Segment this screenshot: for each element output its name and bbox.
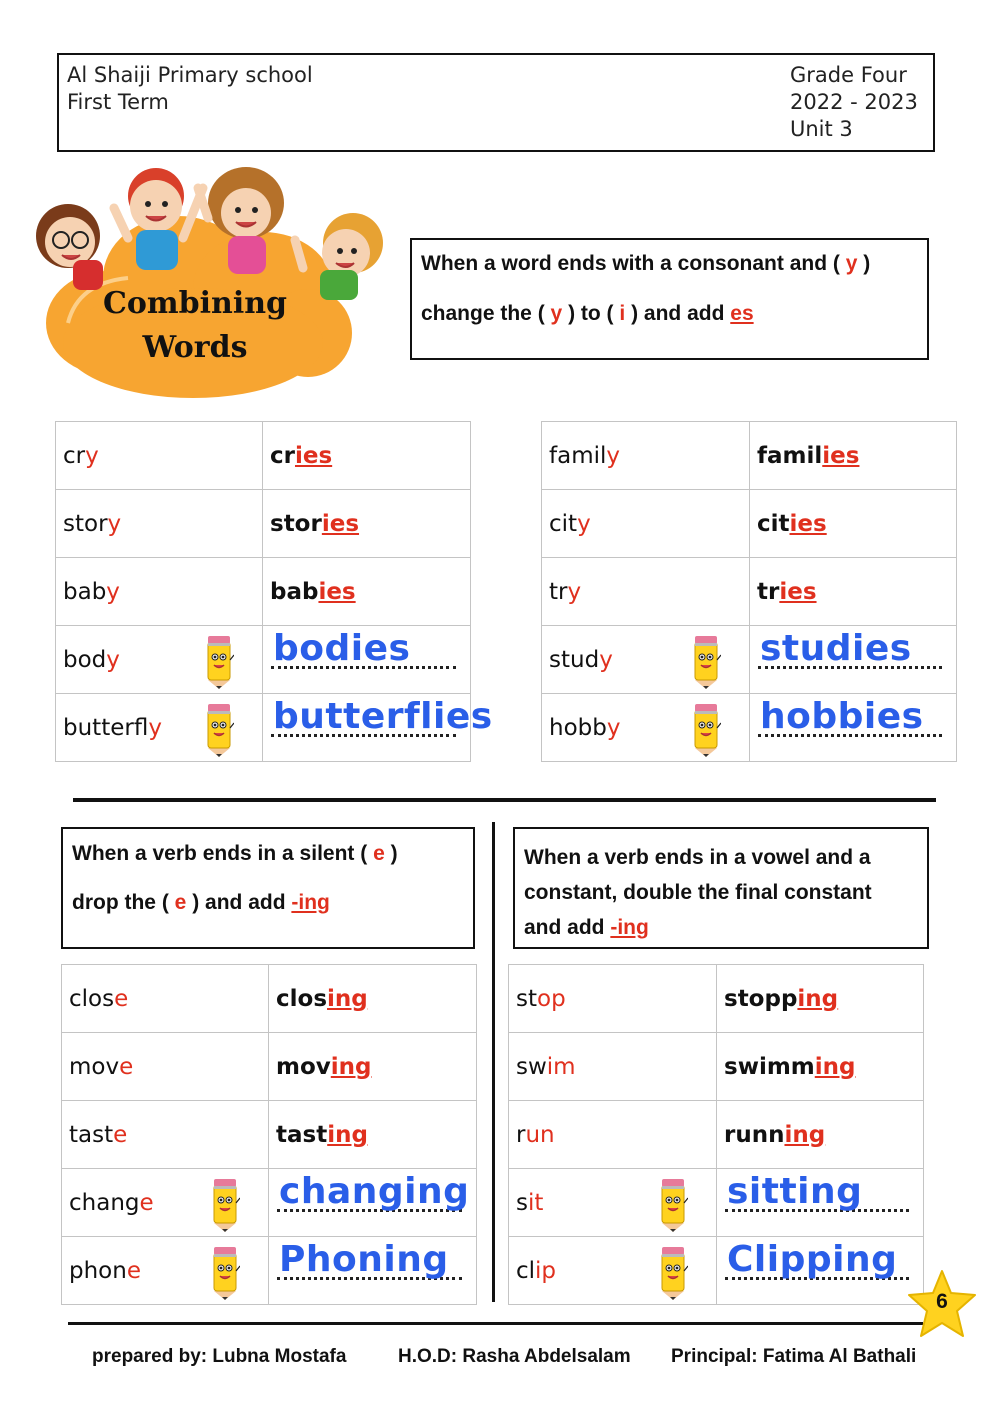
base-word-cell (542, 694, 750, 762)
base-word-cell (62, 1033, 269, 1101)
word-stem: cr (63, 442, 86, 469)
rule-double-box (513, 827, 929, 949)
answer-blank-cell[interactable] (263, 626, 471, 694)
answer-word-cell (263, 422, 471, 490)
table-silent-e (61, 964, 477, 1305)
pencil-icon (210, 1243, 240, 1301)
unit-label: Unit 3 (790, 117, 853, 141)
pencil-icon (210, 1175, 240, 1233)
rule-letter: y (845, 252, 858, 275)
handwritten-answer: changing (279, 1171, 470, 1212)
handwritten-answer: bodies (273, 628, 411, 669)
word-ending: y (567, 578, 582, 605)
word-ending: e (119, 1053, 134, 1080)
rule-text: and add (524, 916, 605, 939)
answer-word-cell (269, 965, 477, 1033)
table-row (509, 1101, 924, 1169)
word-stem: mov (69, 1053, 120, 1080)
table-row (509, 1169, 924, 1237)
rule-text: ) (863, 252, 871, 275)
handwritten-answer: butterflies (273, 696, 493, 737)
footer-divider (68, 1322, 923, 1325)
word-ending: y (606, 442, 621, 469)
pencil-icon (658, 1175, 688, 1233)
rule-y-box (410, 238, 929, 360)
answer-suffix: ies (318, 578, 356, 605)
pencil-icon (204, 632, 234, 690)
table-row (62, 1033, 477, 1101)
answer-suffix: ing (784, 1121, 826, 1148)
base-word-cell (542, 490, 750, 558)
rule-double-line1: When a verb ends in a vowel and a (524, 846, 871, 869)
rule-suffix: es (730, 302, 754, 325)
handwritten-answer: Clipping (727, 1239, 898, 1280)
answer-suffix: ies (779, 578, 817, 605)
word-ending: y (148, 714, 162, 741)
answer-word-cell (269, 1033, 477, 1101)
rule-text: change the ( (421, 302, 545, 325)
word-stem: hobb (549, 714, 607, 741)
table-row (542, 558, 957, 626)
answer-word-cell (750, 422, 957, 490)
word-stem: tast (69, 1121, 114, 1148)
base-word-cell (62, 1237, 269, 1305)
rule-text: ) to ( (568, 302, 614, 325)
table-row (509, 1033, 924, 1101)
answer-suffix: ies (321, 510, 360, 537)
table-row (56, 626, 471, 694)
rule-text: When a verb ends in a silent ( (72, 842, 368, 865)
answer-word-cell (750, 558, 957, 626)
base-word-cell (509, 965, 717, 1033)
answer-stem: mov (276, 1053, 331, 1080)
answer-suffix: ing (330, 1053, 372, 1080)
handwritten-answer: studies (760, 628, 912, 669)
pencil-icon (204, 632, 234, 690)
table-row (56, 558, 471, 626)
school-name: Al Shaiji Primary school (67, 63, 313, 87)
base-word-cell (542, 626, 750, 694)
table-row (62, 965, 477, 1033)
rule-letter: i (619, 302, 626, 325)
word-ending: un (525, 1121, 555, 1148)
base-word-cell (56, 422, 263, 490)
word-stem: cit (549, 510, 578, 537)
word-stem: bab (63, 578, 107, 605)
pencil-icon (210, 1175, 240, 1233)
answer-word-cell (717, 965, 924, 1033)
pencil-icon (658, 1243, 688, 1301)
answer-stem: clos (276, 985, 328, 1012)
rule-letter: e (174, 891, 187, 914)
answer-stem: cit (757, 510, 790, 537)
table-y-left (55, 421, 493, 762)
rule-text: drop the ( (72, 891, 169, 914)
rule-y-line2 (421, 300, 918, 328)
banner-line-1: Combining (103, 286, 287, 321)
base-word-cell (62, 1101, 269, 1169)
base-word-cell (56, 558, 263, 626)
answer-stem: cr (270, 442, 295, 469)
table-row (56, 490, 471, 558)
answer-word-cell (269, 1101, 477, 1169)
rule-y-line1 (421, 250, 918, 278)
footer-principal: Principal: Fatima Al Bathali (671, 1346, 917, 1367)
word-stem: tr (549, 578, 568, 605)
table-double-consonant (508, 964, 924, 1305)
table-row (62, 1169, 477, 1237)
word-ending: im (546, 1053, 576, 1080)
base-word-cell (56, 626, 263, 694)
rule-text: ) and add (631, 302, 725, 325)
pencil-icon (658, 1175, 688, 1233)
answer-stem: tast (276, 1121, 328, 1148)
word-stem: chang (69, 1189, 140, 1216)
word-ending: op (537, 985, 566, 1012)
word-stem: sw (516, 1053, 547, 1080)
word-ending: e (126, 1257, 141, 1284)
base-word-cell (542, 422, 750, 490)
pencil-icon (691, 632, 721, 690)
word-ending: e (113, 1121, 128, 1148)
answer-blank-cell[interactable] (263, 694, 493, 762)
rule-letter: y (550, 302, 563, 325)
table-y-right (541, 421, 957, 762)
answer-blank-cell[interactable] (269, 1169, 477, 1237)
grade-label: Grade Four (790, 63, 907, 87)
word-stem: stud (549, 646, 600, 673)
term-label: First Term (67, 90, 169, 114)
handwritten-answer: hobbies (760, 696, 924, 737)
table-row (542, 490, 957, 558)
table-row (509, 1237, 924, 1305)
word-ending: ip (535, 1257, 557, 1284)
rule-e-line2 (72, 889, 464, 916)
answer-suffix: ies (822, 442, 860, 469)
answer-suffix: ies (294, 442, 333, 469)
answer-word-cell (750, 490, 957, 558)
base-word-cell (509, 1101, 717, 1169)
table-row (509, 965, 924, 1033)
base-word-cell (509, 1033, 717, 1101)
word-ending: y (106, 646, 120, 673)
answer-blank-cell[interactable] (750, 694, 957, 762)
answer-word-cell (263, 490, 471, 558)
rule-text: ) (390, 842, 398, 865)
answer-suffix: ing (327, 985, 368, 1012)
answer-word-cell (717, 1033, 924, 1101)
answer-blank-cell[interactable] (269, 1237, 477, 1305)
table-row (542, 694, 957, 762)
pencil-icon (691, 632, 721, 690)
base-word-cell (62, 1169, 269, 1237)
answer-suffix: ing (814, 1053, 856, 1080)
word-stem: phon (69, 1257, 127, 1284)
word-ending: y (577, 510, 591, 537)
base-word-cell (56, 490, 263, 558)
word-ending: it (527, 1189, 544, 1216)
answer-suffix: ies (789, 510, 827, 537)
banner-title (80, 282, 310, 370)
word-ending: y (606, 714, 621, 741)
handwritten-answer: sitting (727, 1171, 863, 1212)
word-stem: st (516, 985, 538, 1012)
answer-stem: stor (270, 510, 322, 537)
answer-stem: bab (270, 578, 319, 605)
rule-e-line1 (72, 840, 464, 867)
pencil-icon (691, 700, 721, 758)
answer-blank-cell[interactable] (717, 1237, 924, 1305)
rule-double-line3 (524, 910, 918, 945)
word-ending: e (139, 1189, 154, 1216)
pencil-icon (210, 1243, 240, 1301)
year-label: 2022 - 2023 (790, 90, 918, 114)
word-stem: r (516, 1121, 526, 1148)
footer-hod: H.O.D: Rasha Abdelsalam (398, 1346, 631, 1367)
rule-e-box (61, 827, 475, 949)
word-ending: y (85, 442, 99, 469)
handwritten-answer: Phoning (279, 1239, 449, 1280)
word-stem: bod (63, 646, 107, 673)
word-stem: stor (63, 510, 108, 537)
word-stem: famil (549, 442, 607, 469)
answer-blank-cell[interactable] (750, 626, 957, 694)
rule-text: When a word ends with a consonant and ( (421, 252, 840, 275)
rule-double-line2: constant, double the final constant (524, 881, 872, 904)
answer-blank-cell[interactable] (717, 1169, 924, 1237)
answer-suffix: ing (797, 985, 839, 1012)
word-ending: y (107, 510, 122, 537)
answer-word-cell (717, 1101, 924, 1169)
base-word-cell (509, 1169, 717, 1237)
word-stem: s (516, 1189, 528, 1216)
table-row (542, 422, 957, 490)
answer-stem: runn (724, 1121, 785, 1148)
table-row (56, 694, 471, 762)
base-word-cell (56, 694, 263, 762)
word-ending: y (106, 578, 120, 605)
banner-line-2: Words (142, 330, 248, 365)
word-stem: cl (516, 1257, 536, 1284)
column-divider (492, 822, 495, 1302)
pencil-icon (658, 1243, 688, 1301)
page-number: 6 (936, 1290, 948, 1313)
answer-stem: tr (757, 578, 780, 605)
answer-stem: famil (757, 442, 823, 469)
base-word-cell (62, 965, 269, 1033)
word-ending: e (114, 985, 129, 1012)
word-stem: clos (69, 985, 115, 1012)
answer-word-cell (263, 558, 471, 626)
rule-suffix: -ing (610, 916, 649, 939)
table-row (62, 1101, 477, 1169)
rule-text: ) and add (192, 891, 286, 914)
answer-stem: stopp (724, 985, 798, 1012)
word-ending: y (599, 646, 613, 673)
pencil-icon (204, 700, 234, 758)
footer-prepared: prepared by: Lubna Mostafa (92, 1346, 347, 1367)
rule-letter: e (373, 842, 385, 865)
table-row (542, 626, 957, 694)
rule-suffix: -ing (291, 891, 330, 914)
answer-suffix: ing (327, 1121, 368, 1148)
table-row (62, 1237, 477, 1305)
section-divider (73, 798, 936, 802)
word-stem: butterfl (63, 714, 149, 741)
pencil-icon (691, 700, 721, 758)
pencil-icon (204, 700, 234, 758)
table-row (56, 422, 471, 490)
base-word-cell (509, 1237, 717, 1305)
base-word-cell (542, 558, 750, 626)
answer-stem: swimm (724, 1053, 815, 1080)
